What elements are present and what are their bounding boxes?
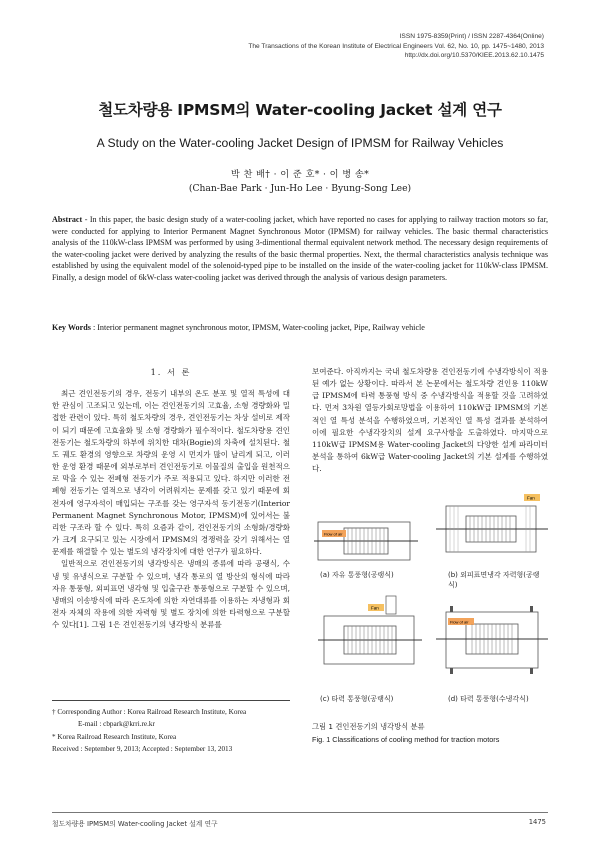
title-korean: 철도차량용 IPMSM의 Water-cooling Jacket 설계 연구 [98,101,502,119]
footnotes [52,706,290,755]
authors-korean: 박 찬 배† · 이 준 호* · 이 병 송* [230,169,370,180]
flow-label: Flow of air [450,619,469,625]
abstract [52,214,548,284]
authors-english: (Chan-Bae Park · Jun-Ho Lee · Byung-Song Lee) [188,183,412,194]
figure-caption-korean: 그림 1 견인전동기의 냉각방식 분류 [312,722,425,731]
footnote-divider [52,700,290,701]
abstract-label: Abstract [52,215,83,224]
body-paragraph: 일반적으로 견인전동기의 냉각방식은 냉매의 종류에 따라 공랭식, 수냉 및 유냉식으로 구분할 수 있으며, 냉각 통로의 열 방산의 형식에 따라 자유 통풍형, 외피표면 냉각형 및 입출구관 통풍형으로 구분할 수 있으며, 냉매의 이송방식에 따라 온도차에 의한 자연대류를 이용하는 자냉형과 회전자 자체의 작용에 의한 자력형 및 별도 장치에 의한 타력형으로 구분할 수 있다[1]. 그림 1은 견인전동기의 냉각방식 분류를 [52,559,290,630]
figure-caption-english: Fig. 1 Classifications of cooling method for traction motors [312,735,500,744]
footnote-corresponding: † Corresponding Author : Korea Railroad Research Institute, Korea [52,708,247,716]
diagram-forced-air [318,590,422,688]
keywords-label: Key Words [52,323,91,332]
running-footer: 철도차량용 IPMSM의 Water-cooling Jacket 설계 연구 [52,820,218,828]
footnote-email: E-mail : cbpark@krri.re.kr [78,720,155,729]
subfigure-d-label: (d) 타력 통풍형(수냉각식) [448,695,529,703]
figure-1 [312,492,548,718]
diagram-surface-cooled [436,492,548,568]
diagram-water-cooled [436,592,548,688]
right-column [312,366,548,475]
keywords-text: : Interior permanent magnet synchronous motor, IPMSM, Water-cooling jacket, Pipe, Railway vehicle [90,323,425,332]
fan-label: Fan [371,605,379,611]
doi-link[interactable]: http://dx.doi.org/10.5370/KIEE.2013.62.10.1475 [404,52,544,59]
issn-line: ISSN 1975-8359(Print) / ISSN 2287-4364(Online) [399,33,544,40]
subfigure-b-label: (b) 외피표면냉각 자력형(공랭식) [448,571,540,589]
page-number: 1475 [528,818,546,826]
section-title: 1. 서 론 [150,367,192,377]
title-english: A Study on the Water-cooling Jacket Design of IPMSM for Railway Vehicles [96,136,504,150]
abstract-text: - In this paper, the basic design study of a water-cooling jacket, which have reported no cases for applying to railway traction motors so far, were conducted for applying to Interior Permanent Magnet Synchronous Motor (IPMSM) for railway vehicles. The basic thermal characteristics analysis of the 110kW-class IPMSM was performed by using 3-dimentional thermal equivalent network method. The necessary design requirements of the water-cooling jacket were derived by analyzing the results of the basic thermal properties. Next, the thermal characteristics analysis technique was established by using the equivalent model of the solenoid-typed pipe to be installed on the inside of the water-cooling jacket for 110kW-class IPMSM. Finally, a design model of 6kW-class water-cooling jacket was derived through the analysis of various design parameters. [52,215,548,282]
subfigure-c-label: (c) 타력 통풍형(공랭식) [320,695,394,703]
body-paragraph: 보여준다. 아직까지는 국내 철도차량용 견인전동기에 수냉각방식이 적용된 예가 없는 상황이다. 따라서 본 논문에서는 철도차량 견인용 110kW급 IPMSM에 타력 통풍형 방식 중 수냉각방식을 적용할 것을 고려하였다. 먼저 3차원 열등가회로망법을 이용하여 110kW급 IPMSM의 기본적인 열 특성 분석을 수행하였으며, 기본적인 열 특성 결과를 분석하여 이에 필요한 수냉각장치의 설계 요구사항을 도출하였다. 마지막으로 110kW급 IPMSM용 Water-cooling Jacket의 다양한 설계 파라미터 분석을 통하여 6kW급 Water-cooling Jacket의 기본 설계를 수행하였다. [312,367,548,474]
footnote-affiliation: * Korea Railroad Research Institute, Korea [52,732,177,741]
body-paragraph: 최근 견인전동기의 경우, 전동기 내부의 온도 분포 및 열적 특성에 대한 관심이 고조되고 있는데, 이는 견인전동기의 고효율, 소형 경량화와 밀접한 관련이 있다. 특히 철도차량의 경우, 견인전동기는 차상 설비로 제작이 되기 때문에 고효율화 및 소형 경량화가 필수적이다. 철도차량용 견인전동기는 철도차량의 하부에 위치한 대차(Bogie)의 차축에 설치된다. 철도 궤도 환경의 영향으로 차량의 운영 시 먼지가 많이 날리게 되고, 이러한 운영 환경 때문에 외부로부터 견인전동기로 이물질의 출입을 원천적으로 막을 수 있는 전폐형 전동기가 주로 적용되고 있다. 하지만 이러한 전폐형 전동기는 열적으로 냉각이 어려워지는 문제를 갖고 있기 때문에 회전자에 영구자석이 매입되는 구조를 갖는 영구자석 동기전동기(Interior Permanent Magnet Synchronous Motor, IPMSM)에 있어서는 불리한 구조라 할 수 있다. 특히 요즘과 같이, 견인전동기의 소형화/경량화가 크게 요구되고 있는 시장에서 IPMSM의 경쟁력을 갖기 위해서는 열 문제를 해결할 수 있는 별도의 냉각장치에 대한 연구가 필요하다. [52,389,290,557]
subfigure-a-label: (a) 자유 통풍형(공랭식) [320,571,394,579]
flow-label: Flow of air [324,531,343,537]
diagram-free-ventilation [314,516,418,568]
footer-divider [52,812,548,813]
footnote-received: Received : September 9, 2013; Accepted : September 13, 2013 [52,744,233,753]
journal-header [248,32,544,61]
fan-label: Fan [527,495,535,501]
left-column [52,366,290,631]
journal-line: The Transactions of the Korean Institute of Electrical Engineers Vol. 62, No. 10, pp. 1475~1480, 2013 [248,42,544,50]
keywords [52,323,548,332]
